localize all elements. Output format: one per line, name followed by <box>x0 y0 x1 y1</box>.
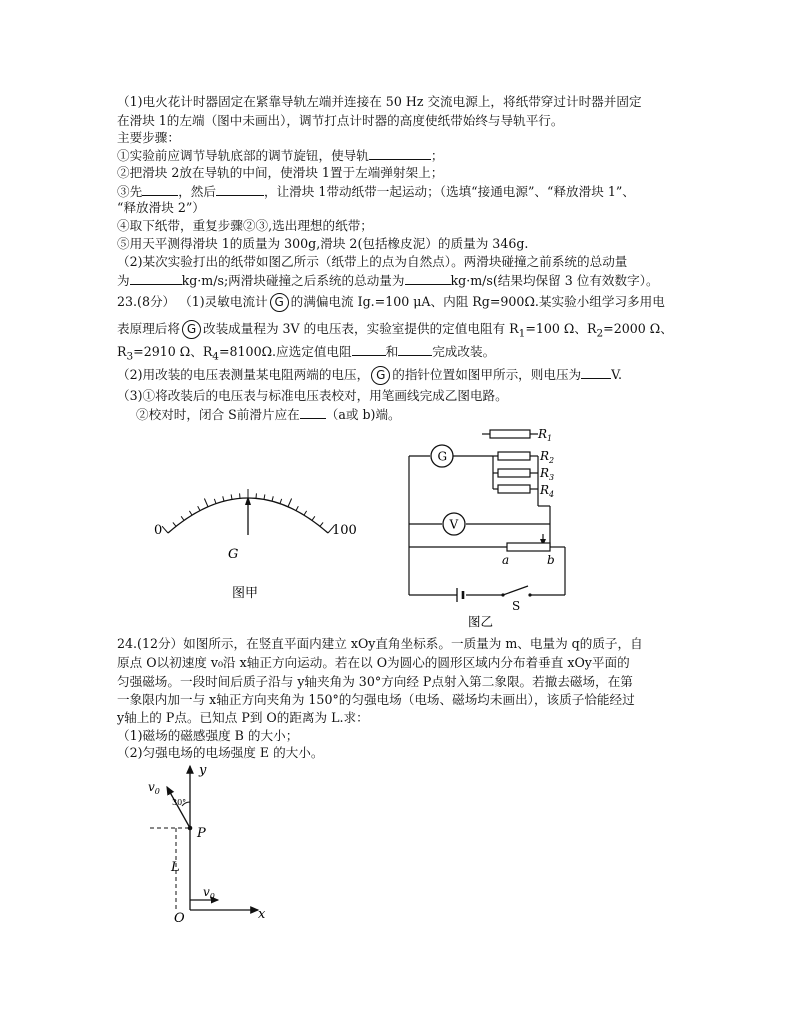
p2-line2 <box>117 272 659 289</box>
q24-line2: 原点 O以初速度 v₀沿 x轴正方向运动。若在以 O为圆心的圆形区域内分布着垂直 xOy平面的 <box>117 655 630 670</box>
q23-line4-a: （2)用改装的电压表测量某电阻两端的电压， <box>117 367 370 382</box>
label-r1: $R_1$ <box>538 427 553 443</box>
resistor-r4 <box>498 485 530 493</box>
q23-line3 <box>117 343 495 365</box>
q23-line1 <box>117 293 665 312</box>
label-end-a: a <box>502 553 510 567</box>
switch-contact <box>528 593 531 596</box>
q23-line6-text: ②校对时，闭合 S前滑片应在 <box>136 407 300 422</box>
label-r3: $R_3$ <box>540 466 555 482</box>
momentum-before-blank[interactable] <box>130 272 182 285</box>
q23-line3-d: 和 <box>385 344 399 359</box>
step3-b: ，然后 <box>178 184 216 199</box>
q23-line1-b: 的满偏电流 Ig.=100 μA、内阻 Rg=900Ω.某实验小组学习多用电 <box>290 294 665 309</box>
q23-line2-b: 改装成量程为 3V 的电压表，实验室提供的定值电阻有 R <box>202 321 519 336</box>
resistor-blank2[interactable] <box>398 343 432 356</box>
step2: ②把滑块 2放在导轨的中间，使滑块 1置于左端弹射架上； <box>117 165 444 180</box>
resistor-r1 <box>490 430 530 438</box>
q24-line3: 匀强磁场。一段时间后质子沿与 y轴夹角为 30°方向经 P点射入第二象限。若撤去磁场，在第 <box>117 674 633 689</box>
meter-tick <box>264 494 265 499</box>
step3-blank1[interactable] <box>142 183 178 196</box>
meter-tick <box>214 499 216 504</box>
label-y: y <box>199 763 207 778</box>
p1-line2: 在滑块 1的左端（图中未画出），调节打点计时器的高度使纸带始终与导轨平行。 <box>117 113 564 128</box>
q23-line1-a: 23.(8分） （1)灵敏电流计 <box>117 294 268 309</box>
galvanometer-symbol: G <box>270 293 289 312</box>
meter-tick <box>320 522 323 526</box>
q23-line3-a: R <box>117 344 127 359</box>
meter-label: G <box>228 547 239 562</box>
slider-blank[interactable] <box>300 406 326 419</box>
sub-4: 4 <box>212 350 219 363</box>
figure-circuit <box>400 420 580 632</box>
p2-line1: （2)某次实验打出的纸带如图乙所示（纸带上的点为自然点）。两滑块碰撞之前系统的总动量 <box>117 254 628 269</box>
resistor-r3 <box>498 469 530 477</box>
switch-contact <box>501 593 504 596</box>
q23-line2-c: =100 Ω、R <box>525 321 597 336</box>
step1 <box>117 147 443 164</box>
meter-tick <box>223 496 224 501</box>
resistor-blank1[interactable] <box>352 343 386 356</box>
meter-tick <box>280 499 282 504</box>
p1-line1: （1)电火花计时器固定在紧靠导轨左端并连接在 50 Hz 交流电源上，将纸带穿过计时器并固定 <box>117 94 642 109</box>
meter-tick <box>296 506 298 510</box>
label-l: L <box>171 860 180 875</box>
label-v0-top: $v_0$ <box>148 780 160 796</box>
figure-yi-caption: 图乙 <box>468 614 494 629</box>
figure-coordinate <box>130 760 290 930</box>
q24-line4: 一象限内加一与 x轴正方向夹角为 150°的匀强电场（电场、磁场均未画出），该质子恰能经过 <box>117 692 635 707</box>
step5: ⑤用天平测得滑块 1的质量为 300g,滑块 2(包括橡皮泥）的质量为 346g. <box>117 236 529 251</box>
steps-title: 主要步骤： <box>117 130 180 145</box>
galvanometer-symbol: G <box>182 320 201 339</box>
meter-tick <box>304 511 307 515</box>
meter-tick <box>198 506 200 510</box>
q23-line5: （3)①将改装后的电压表与标准电压表校对，用笔画线完成乙图电路。 <box>117 388 508 403</box>
step3 <box>117 183 635 200</box>
meter-scale-max: 100 <box>332 523 357 538</box>
q23-line4-b: 的指针位置如图甲所示，则电压为 <box>392 367 582 382</box>
step1-blank[interactable] <box>369 147 431 160</box>
meter-tick <box>181 516 184 520</box>
step1-end: ； <box>430 148 444 163</box>
label-end-b: b <box>547 553 555 567</box>
meter-tick <box>312 516 315 520</box>
q23-line3-b: =2910 Ω、R <box>133 344 213 359</box>
label-r2: $R_2$ <box>540 449 555 465</box>
p2-line2-b: kg·m/s;两滑块碰撞之后系统的总动量为 <box>181 273 405 288</box>
meter-tick <box>162 526 168 533</box>
label-v0-bottom: $v_0$ <box>203 885 215 901</box>
q23-line6 <box>136 406 401 423</box>
q24-line7: （2)匀强电场的电场强度 E 的大小。 <box>117 745 324 760</box>
v0-top-arrow <box>167 787 190 828</box>
galvanometer-symbol: G <box>371 366 390 385</box>
meter-tick <box>272 496 273 501</box>
meter-tick <box>189 511 192 515</box>
label-p: P <box>197 826 206 841</box>
step3-c: ，让滑块 1带动纸带一起运动；（选填“接通电源”、“释放滑块 1”、 <box>263 184 635 199</box>
meter-tick <box>288 499 292 507</box>
q23-line2 <box>117 320 673 342</box>
meter-scale-min: 0 <box>154 523 163 538</box>
circuit-v-label: V <box>449 517 459 532</box>
meter-tick <box>204 499 208 507</box>
q24-line1: 24.(12分）如图所示，在竖直平面内建立 xOy直角坐标系。一质量为 m、电量为 q的质子，自 <box>117 636 643 651</box>
q23-line2-d: =2000 Ω、 <box>603 321 673 336</box>
figure-meter <box>140 485 370 605</box>
label-switch: S <box>512 599 521 613</box>
label-angle: 30° <box>172 798 187 807</box>
q23-line2-a: 表原理后将 <box>117 321 180 336</box>
circuit-g-label: G <box>437 449 448 464</box>
step3-a: ③先 <box>117 184 143 199</box>
label-x: x <box>258 907 266 922</box>
q23-line4 <box>117 366 622 385</box>
resistor-r2 <box>498 452 530 460</box>
meter-tick <box>173 522 176 526</box>
step3-options: “释放滑块 2”） <box>117 200 205 215</box>
q24-line5: y轴上的 P点。已知点 P到 O的距离为 L.求： <box>117 710 369 725</box>
q23-line3-c: =8100Ω.应选定值电阻 <box>218 344 352 359</box>
figure-jia-caption: 图甲 <box>232 586 259 601</box>
q24-line6: （1)磁场的磁感强度 B 的大小； <box>117 728 299 743</box>
step1-text: ①实验前应调节导轨底部的调节旋钮，使导轨 <box>117 148 369 163</box>
q23-line3-e: 完成改装。 <box>432 344 496 359</box>
point-p-dot <box>188 826 193 831</box>
step3-blank2[interactable] <box>216 183 264 196</box>
sub-1: 1 <box>518 327 526 340</box>
sub-2: 2 <box>596 327 604 340</box>
p2-line2-c: kg·m/s(结果均保留 3 位有效数字）。 <box>450 273 659 288</box>
momentum-after-blank[interactable] <box>405 272 451 285</box>
step4: ④取下纸带，重复步骤②③,选出理想的纸带； <box>117 218 373 233</box>
sub-3: 3 <box>126 350 134 363</box>
voltage-blank[interactable] <box>581 366 611 379</box>
label-r4: $R_4$ <box>540 483 555 499</box>
q23-line6-end: （a或 b)端。 <box>325 407 401 422</box>
slide-rheostat <box>507 543 550 551</box>
meter-tick <box>231 494 232 499</box>
q23-line4-c: V. <box>611 367 623 382</box>
p2-line2-a: 为 <box>117 273 130 288</box>
label-o: O <box>174 911 185 926</box>
